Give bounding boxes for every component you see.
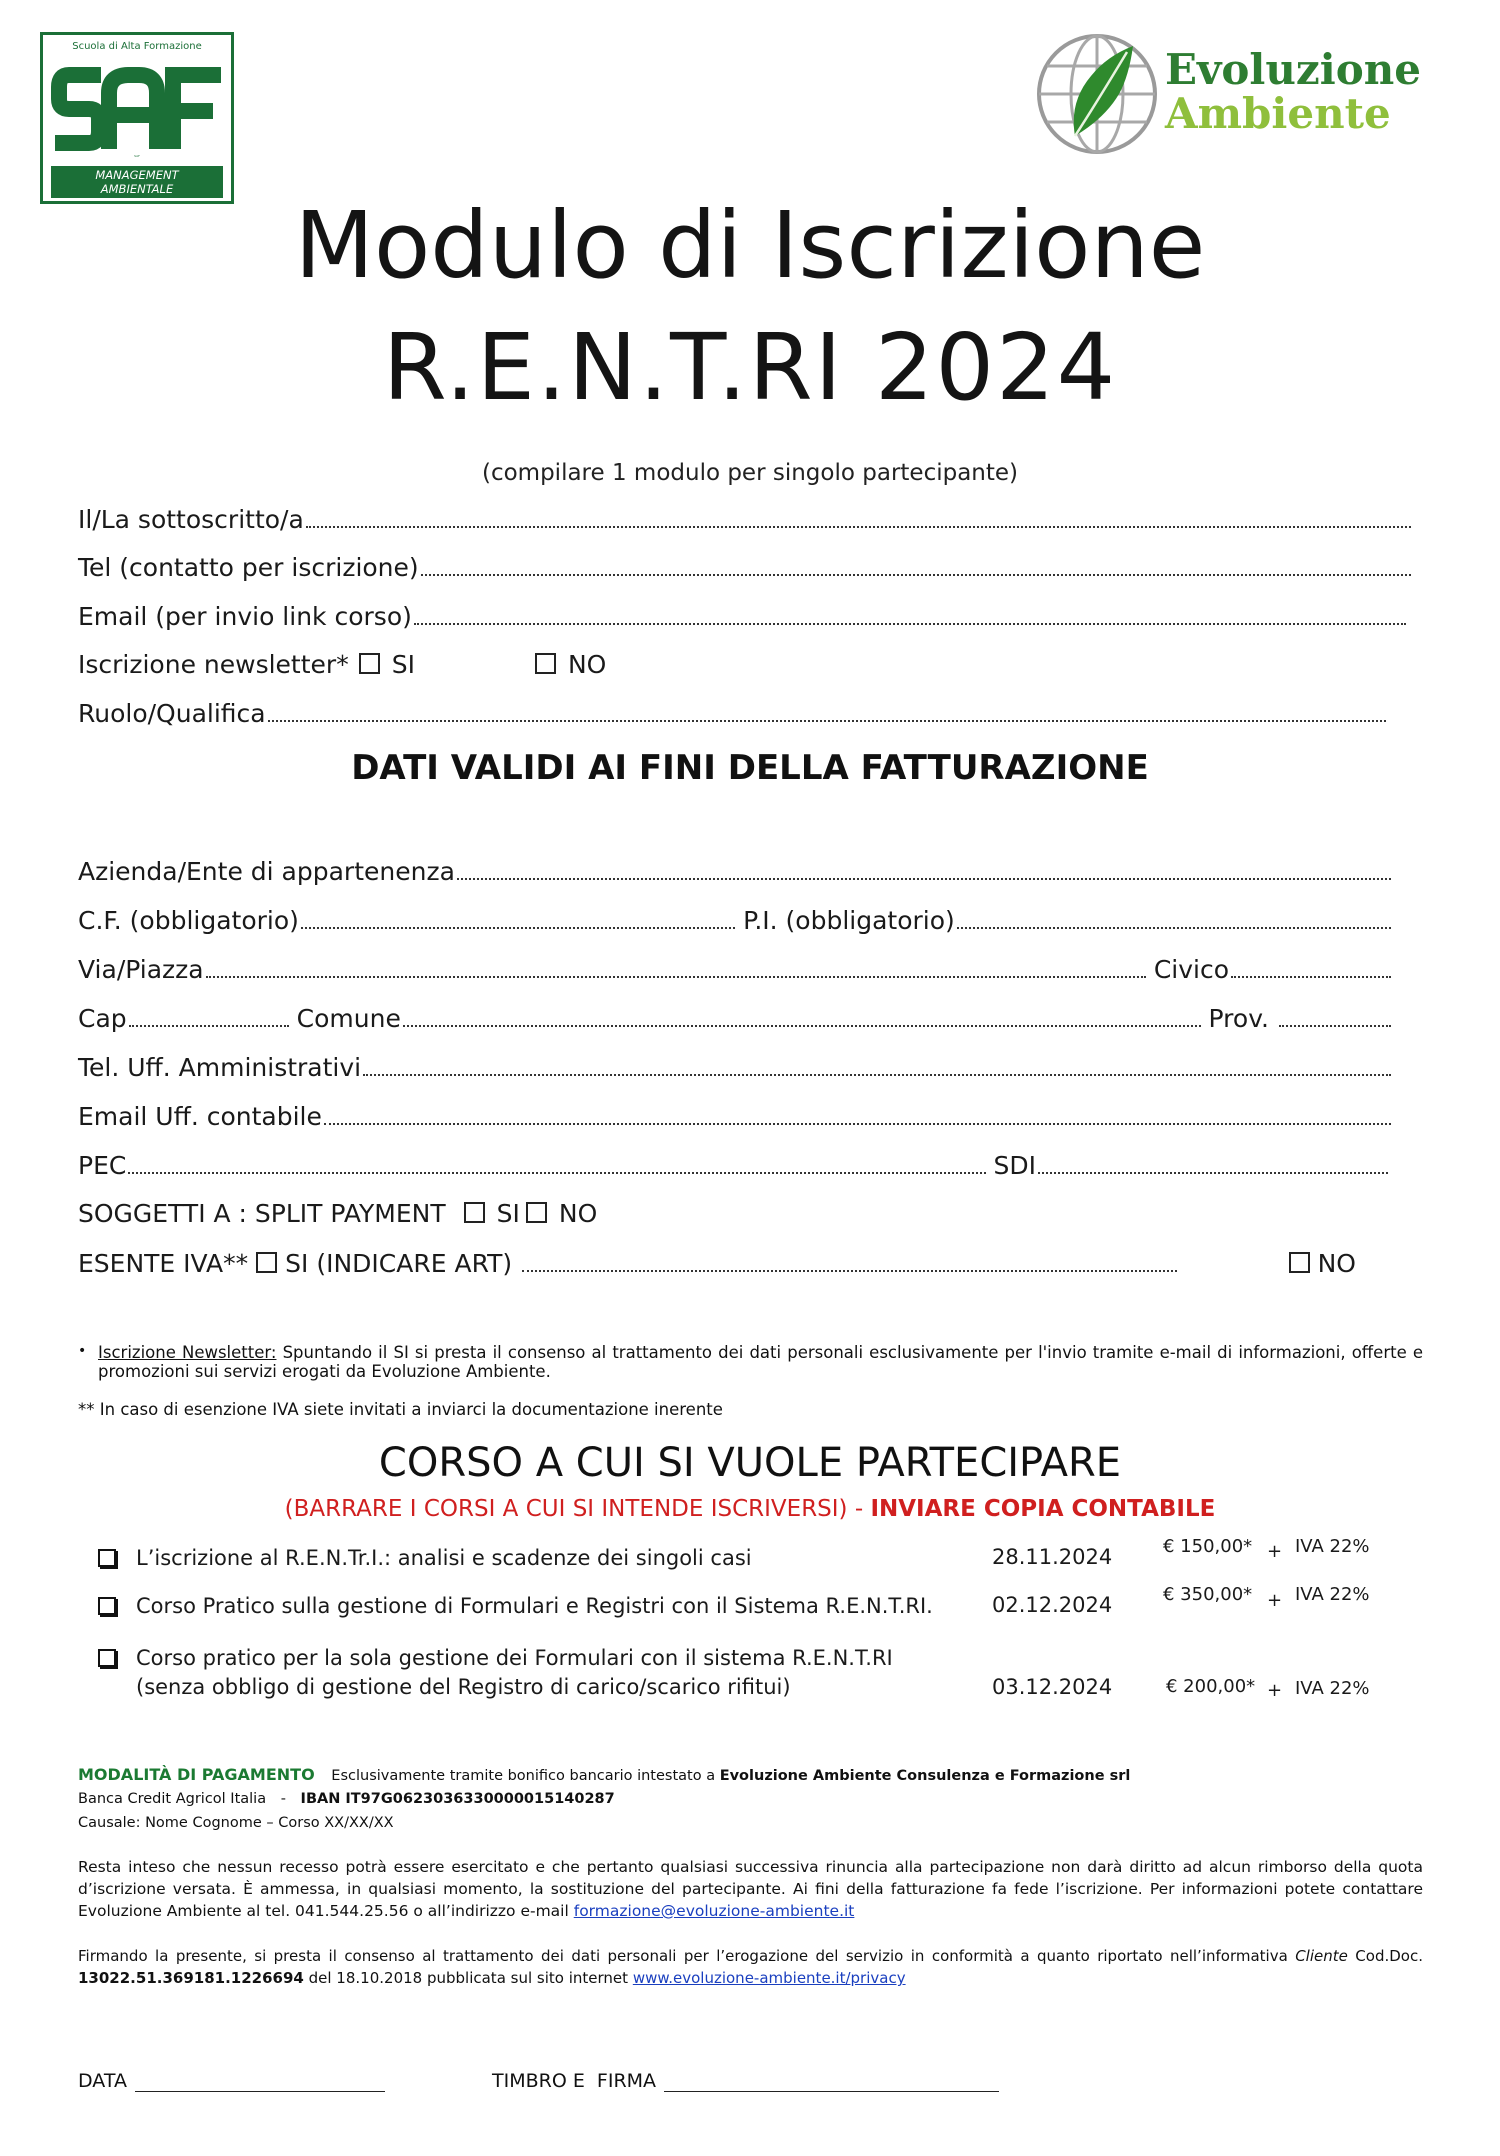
- city-input-line[interactable]: [403, 1003, 1201, 1027]
- company-input-line[interactable]: [457, 856, 1391, 880]
- newsletter-field: [78, 650, 606, 682]
- pec-label: PEC: [78, 1151, 127, 1180]
- course-vat: IVA 22%: [1295, 1536, 1370, 1557]
- address-field: [78, 954, 1393, 986]
- bank-name: Banca Credit Agricol Italia: [78, 1791, 267, 1807]
- newsletter-note-title: Iscrizione Newsletter:: [98, 1343, 277, 1362]
- cf-input-line[interactable]: [301, 905, 735, 929]
- newsletter-note-text: Spuntando il SI si presta il consenso al trattamento dei dati personali esclusivamente per l'invio tramite e-mail di informazioni, offerte e promozioni sui servizi erogati da Evoluzione Ambiente.: [98, 1343, 1423, 1381]
- course-price: € 200,00*: [1166, 1676, 1256, 1697]
- payment-reason: Causale: Nome Cognome – Corso XX/XX/XX: [78, 1815, 394, 1831]
- contact-email-link[interactable]: formazione@evoluzione-ambiente.it: [573, 1902, 855, 1920]
- saf-logo-line-1: MANAGEMENT: [95, 168, 179, 182]
- course-plus: +: [1267, 1680, 1283, 1701]
- acc-email-field[interactable]: [78, 1101, 1393, 1133]
- cf-label: C.F. (obbligatorio): [78, 906, 299, 935]
- saf-logo: [40, 32, 234, 204]
- newsletter-label: Iscrizione newsletter*: [78, 650, 349, 679]
- tel-field[interactable]: [78, 552, 1413, 584]
- payment-title: MODALITÀ DI PAGAMENTO: [78, 1765, 315, 1784]
- course-date: 03.12.2024: [992, 1675, 1113, 1699]
- newsletter-no-label: NO: [567, 650, 607, 679]
- city-label: Comune: [296, 1004, 401, 1033]
- pec-sdi-field: [78, 1150, 1390, 1182]
- privacy-italic: Cliente: [1295, 1947, 1348, 1965]
- city-field: [78, 1003, 1393, 1035]
- billing-heading: DATI VALIDI AI FINI DELLA FATTURAZIONE: [351, 748, 1149, 788]
- date-field[interactable]: [78, 2070, 385, 2092]
- newsletter-yes-label: SI: [391, 650, 415, 679]
- courses-instruction: (BARRARE I CORSI A CUI SI INTENDE ISCRIVERSI) -: [284, 1496, 871, 1522]
- role-label: Ruolo/Qualifica: [78, 699, 266, 728]
- company-label: Azienda/Ente di appartenenza: [78, 857, 455, 886]
- course-checkbox[interactable]: [98, 1649, 116, 1667]
- form-title-line-2: R.E.N.T.RI 2024: [382, 314, 1118, 421]
- courses-send-receipt: INVIARE COPIA CONTABILE: [870, 1496, 1216, 1522]
- vat-exempt-field: [78, 1248, 1356, 1280]
- street-label: Via/Piazza: [78, 955, 204, 984]
- date-input-line[interactable]: [135, 2073, 385, 2092]
- pec-input-line[interactable]: [128, 1150, 985, 1174]
- prov-input-line[interactable]: [1279, 1003, 1391, 1027]
- vat-yes-checkbox[interactable]: [256, 1252, 277, 1273]
- date-label: DATA: [78, 2070, 127, 2092]
- role-input-line[interactable]: [268, 698, 1386, 722]
- note-bullet: •: [78, 1343, 87, 1359]
- course-checkbox[interactable]: [98, 1549, 116, 1567]
- form-subtitle: (compilare 1 modulo per singolo partecipante): [481, 460, 1019, 486]
- bank-sep: -: [280, 1791, 286, 1807]
- form-title-line-1: Modulo di Iscrizione: [294, 192, 1206, 299]
- terms-paragraph: [78, 1856, 1423, 1922]
- course-subtitle: (senza obbligo di gestione del Registro di carico/scarico rifitui): [136, 1675, 791, 1699]
- prov-label: Prov.: [1208, 1004, 1269, 1033]
- name-input-line[interactable]: [306, 504, 1411, 528]
- civic-input-line[interactable]: [1231, 954, 1391, 978]
- vat-note: ** In caso di esenzione IVA siete invitati a inviarci la documentazione inerente: [78, 1400, 723, 1419]
- privacy-code: 13022.51.369181.1226694: [78, 1969, 304, 1987]
- course-price: € 350,00*: [1163, 1584, 1253, 1605]
- newsletter-no-checkbox[interactable]: [535, 653, 556, 674]
- newsletter-note: [78, 1343, 1423, 1381]
- split-no-label: NO: [558, 1199, 598, 1228]
- sdi-input-line[interactable]: [1038, 1150, 1388, 1174]
- admin-tel-input-line[interactable]: [363, 1052, 1391, 1076]
- split-no-checkbox[interactable]: [526, 1202, 547, 1223]
- course-date: 28.11.2024: [992, 1545, 1113, 1569]
- course-checkbox[interactable]: [98, 1597, 116, 1615]
- globe-leaf-icon: [1035, 32, 1159, 156]
- payment-beneficiary: Evoluzione Ambiente Consulenza e Formazione srl: [719, 1768, 1131, 1784]
- course-vat: IVA 22%: [1295, 1678, 1370, 1699]
- payment-method: Esclusivamente tramite bonifico bancario intestato a: [331, 1768, 716, 1784]
- tel-input-line[interactable]: [421, 552, 1411, 576]
- split-payment-field: [78, 1199, 597, 1231]
- signature-input-line[interactable]: [664, 2073, 999, 2092]
- cap-label: Cap: [78, 1004, 127, 1033]
- course-item[interactable]: [98, 1644, 998, 1704]
- name-label: Il/La sottoscritto/a: [78, 505, 304, 534]
- terms-contact: Per informazioni potete contattare Evoluzione Ambiente al tel. 041.544.25.56 o all’indirizzo e-mail: [78, 1880, 1423, 1920]
- pi-label: P.I. (obbligatorio): [743, 906, 955, 935]
- pi-input-line[interactable]: [957, 905, 1391, 929]
- privacy-link[interactable]: www.evoluzione-ambiente.it/privacy: [632, 1969, 906, 1987]
- iban: IBAN IT97G0623036330000015140287: [300, 1791, 615, 1807]
- acc-email-label: Email Uff. contabile: [78, 1102, 322, 1131]
- course-title: Corso Pratico sulla gestione di Formulari e Registri con il Sistema R.E.N.T.RI.: [136, 1594, 933, 1618]
- privacy-cod-label: Cod.Doc.: [1355, 1947, 1423, 1965]
- role-field[interactable]: [78, 698, 1388, 730]
- courses-subheading: [0, 1496, 1500, 1522]
- saf-logo-top-text: Scuola di Alta Formazione: [72, 41, 202, 52]
- vat-no-checkbox[interactable]: [1289, 1252, 1310, 1273]
- signature-label: TIMBRO E FIRMA: [492, 2070, 657, 2092]
- civic-label: Civico: [1153, 955, 1229, 984]
- bank-line: [78, 1787, 615, 1811]
- company-field[interactable]: [78, 856, 1393, 888]
- payment-line: [78, 1763, 1130, 1788]
- vat-no-label: NO: [1317, 1249, 1356, 1278]
- admin-tel-label: Tel. Uff. Amministrativi: [78, 1053, 362, 1082]
- vat-yes-label: SI (INDICARE ART): [285, 1249, 513, 1278]
- tax-ids-field: [78, 905, 1393, 937]
- split-label: SOGGETTI A : SPLIT PAYMENT: [78, 1199, 446, 1228]
- courses-heading: CORSO A CUI SI VUOLE PARTECIPARE: [378, 1440, 1122, 1486]
- signature-field[interactable]: [492, 2070, 999, 2092]
- saf-logo-letters: SAF: [134, 154, 140, 158]
- terms-text: Resta inteso che nessun recesso potrà essere esercitato e che pertanto qualsiasi successiva rinuncia alla partecipazione non darà diritto ad alcun rimborso della quota d’iscrizione versata. È ammessa, in qualsiasi momento, la sostituzione del partecipante. Ai fini della fatturazione fa fede l’iscrizione.: [78, 1858, 1423, 1898]
- course-date: 02.12.2024: [992, 1593, 1113, 1617]
- newsletter-yes-checkbox[interactable]: [359, 653, 380, 674]
- email-input-line[interactable]: [414, 601, 1406, 625]
- course-title: L’iscrizione al R.E.N.Tr.I.: analisi e scadenze dei singoli casi: [136, 1546, 752, 1570]
- tel-label: Tel (contatto per iscrizione): [78, 553, 419, 582]
- acc-email-input-line[interactable]: [324, 1101, 1391, 1125]
- evoluzione-ambiente-logo: [1025, 28, 1435, 158]
- ea-logo-line-2: Ambiente: [1165, 89, 1391, 138]
- course-price: € 150,00*: [1163, 1536, 1253, 1557]
- course-title: Corso pratico per la sola gestione dei Formulari con il sistema R.E.N.T.RI: [136, 1646, 893, 1670]
- email-field[interactable]: [78, 601, 1408, 633]
- privacy-date: del 18.10.2018 pubblicata sul sito internet: [308, 1969, 629, 1987]
- ea-logo-line-1: Evoluzione: [1165, 45, 1421, 94]
- course-item[interactable]: [98, 1592, 998, 1622]
- saf-logo-mark: [49, 53, 225, 165]
- privacy-paragraph: [78, 1945, 1423, 1989]
- name-field[interactable]: [78, 504, 1413, 536]
- split-yes-checkbox[interactable]: [464, 1202, 485, 1223]
- email-label: Email (per invio link corso): [78, 602, 412, 631]
- vat-article-input-line[interactable]: [522, 1248, 1177, 1272]
- admin-tel-field[interactable]: [78, 1052, 1393, 1084]
- street-input-line[interactable]: [206, 954, 1146, 978]
- course-plus: +: [1267, 1590, 1283, 1611]
- saf-logo-line-2: AMBIENTALE: [100, 182, 174, 196]
- sdi-label: SDI: [993, 1151, 1036, 1180]
- vat-label: ESENTE IVA**: [78, 1249, 249, 1278]
- course-vat: IVA 22%: [1295, 1584, 1370, 1605]
- cap-input-line[interactable]: [129, 1003, 289, 1027]
- course-item[interactable]: [98, 1544, 998, 1574]
- privacy-text: Firmando la presente, si presta il consenso al trattamento dei dati personali per l’erogazione del servizio in conformità a quanto riportato nell’informativa: [78, 1947, 1288, 1965]
- split-yes-label: SI: [496, 1199, 520, 1228]
- saf-logo-bottom-text: [51, 168, 223, 196]
- course-plus: +: [1267, 1541, 1283, 1562]
